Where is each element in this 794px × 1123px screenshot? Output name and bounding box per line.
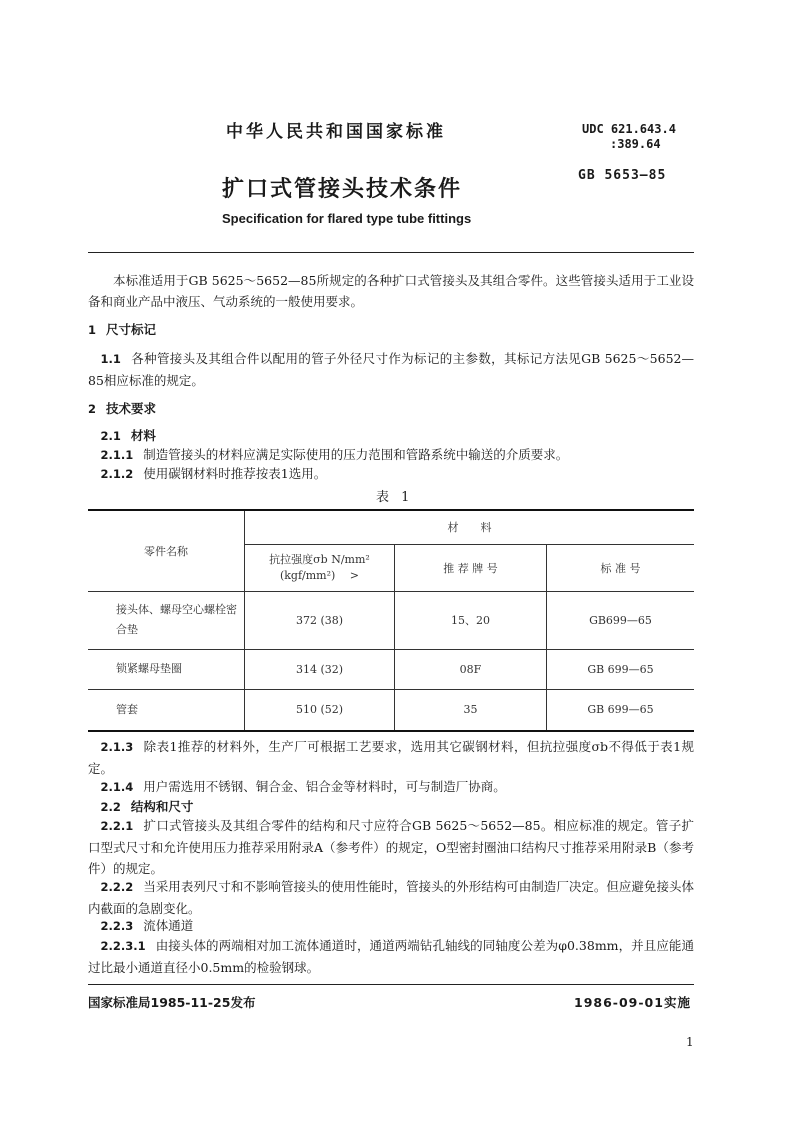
table-row [88,649,694,689]
clause-2-1-3 [88,736,694,779]
clause-number: 2.2.1 [100,819,134,833]
clause-text: 除表1推荐的材料外，生产厂可根据工艺要求，选用其它碳钢材料，但抗拉强度σb不得低于表1规定。 [88,739,694,776]
clause-2-2-2 [88,876,694,919]
effective-date: 1986-09-01实施 [574,995,691,1010]
header-grade: 推 荐 牌 号 [395,544,547,591]
section-number: 1 [88,323,97,337]
header-tensile-strength-line2: (kgf/mm²) > [279,568,360,582]
clause-2-1-2 [88,463,694,485]
udc-code [582,122,676,152]
udc-line-2: :389.64 [610,137,661,151]
header-part-name: 零件名称 [88,510,245,591]
cell-standard: GB 699—65 [547,689,695,731]
clause-number: 2.1.2 [100,467,134,481]
page-number: 1 [686,1035,694,1049]
material-table [88,509,694,732]
footer-divider [88,984,694,985]
cell-standard: GB699—65 [547,591,695,649]
cell-strength: 314 (32) [245,649,395,689]
clause-number: 2.2.3.1 [100,939,146,953]
cell-strength: 372 (38) [245,591,395,649]
clause-number: 2.1.3 [100,740,134,754]
clause-number: 1.1 [100,352,121,366]
clause-2-2-3 [88,915,694,937]
clause-2-2-3-1 [88,935,694,978]
clause-1-1 [88,348,694,391]
cell-strength: 510 (52) [245,689,395,731]
clause-number: 2.2 [100,800,121,814]
header-material: 材 料 [245,510,695,544]
clause-number: 2.1.4 [100,780,134,794]
clause-text: 当采用表列尺寸和不影响管接头的使用性能时，管接头的外形结构可由制造厂决定。但应避免接头体内截面的急剧变化。 [88,879,694,916]
clause-title: 材料 [130,428,156,443]
header-tensile-strength [245,544,395,591]
cell-part: 锁紧螺母垫圈 [88,649,245,689]
section-title: 尺寸标记 [106,322,157,337]
section-number: 2 [88,402,97,416]
clause-text: 制造管接头的材料应满足实际使用的压力范围和管路系统中输送的介质要求。 [143,447,569,462]
cell-part: 管套 [88,689,245,731]
cell-grade: 35 [395,689,547,731]
english-title: Specification for flared type tube fittings [222,211,472,226]
cell-standard: GB 699—65 [547,649,695,689]
clause-text: 由接头体的两端相对加工流体通道时，通道两端钻孔轴线的同轴度公差为φ0.38mm，并且应能通过比最小通道直径小0.5mm的检验钢球。 [88,938,694,975]
issue-date: 国家标准局1985-11-25发布 [88,995,256,1010]
intro-paragraph: 本标准适用于GB 5625～5652—85所规定的各种扩口式管接头及其组合零件。这些管接头适用于工业设备和商业产品中液压、气动系统的一般使用要求。 [88,273,694,309]
clause-number: 2.1 [100,429,121,443]
table-caption: 表 1 [376,490,414,505]
clause-2-2-1 [88,815,694,879]
table-row [88,591,694,649]
clause-number: 2.2.2 [100,880,134,894]
clause-text: 扩口式管接头及其组合零件的结构和尺寸应符合GB 5625～5652—85。相应标准的规定。管子扩口型式尺寸和允许使用压力推荐采用附录A（参考件）的规定，O型密封圈油口结构尺寸推荐采用附录B（参考件）的规定。 [88,818,694,876]
section-1-heading [88,319,694,341]
section-title: 技术要求 [106,401,157,416]
section-2-heading [88,398,694,420]
clause-text: 用户需选用不锈钢、铜合金、铝合金等材料时，可与制造厂协商。 [143,779,506,794]
cell-part: 接头体、螺母空心螺栓密合垫 [88,591,245,649]
clause-title: 流体通道 [143,918,194,933]
header-tensile-strength-line1: 抗拉强度σb N/mm² [269,552,370,566]
header-standard: 标 准 号 [547,544,695,591]
clause-2-1-4 [88,776,694,798]
cell-grade: 15、20 [395,591,547,649]
clause-text: 各种管接头及其组合件以配用的管子外径尺寸作为标记的主参数，其标记方法见GB 5625～5652—85相应标准的规定。 [88,351,694,388]
clause-text: 使用碳钢材料时推荐按表1选用。 [143,466,327,481]
document-title: 扩口式管接头技术条件 [222,177,463,202]
cell-grade: 08F [395,649,547,689]
clause-number: 2.1.1 [100,448,134,462]
clause-title: 结构和尺寸 [130,799,194,814]
standard-number: GB 5653—85 [578,168,667,183]
header-divider [88,252,694,253]
clause-number: 2.2.3 [100,919,134,933]
udc-line-1: UDC 621.643.4 [582,122,676,136]
standard-org-title: 中华人民共和国国家标准 [226,122,446,142]
table-row [88,689,694,731]
